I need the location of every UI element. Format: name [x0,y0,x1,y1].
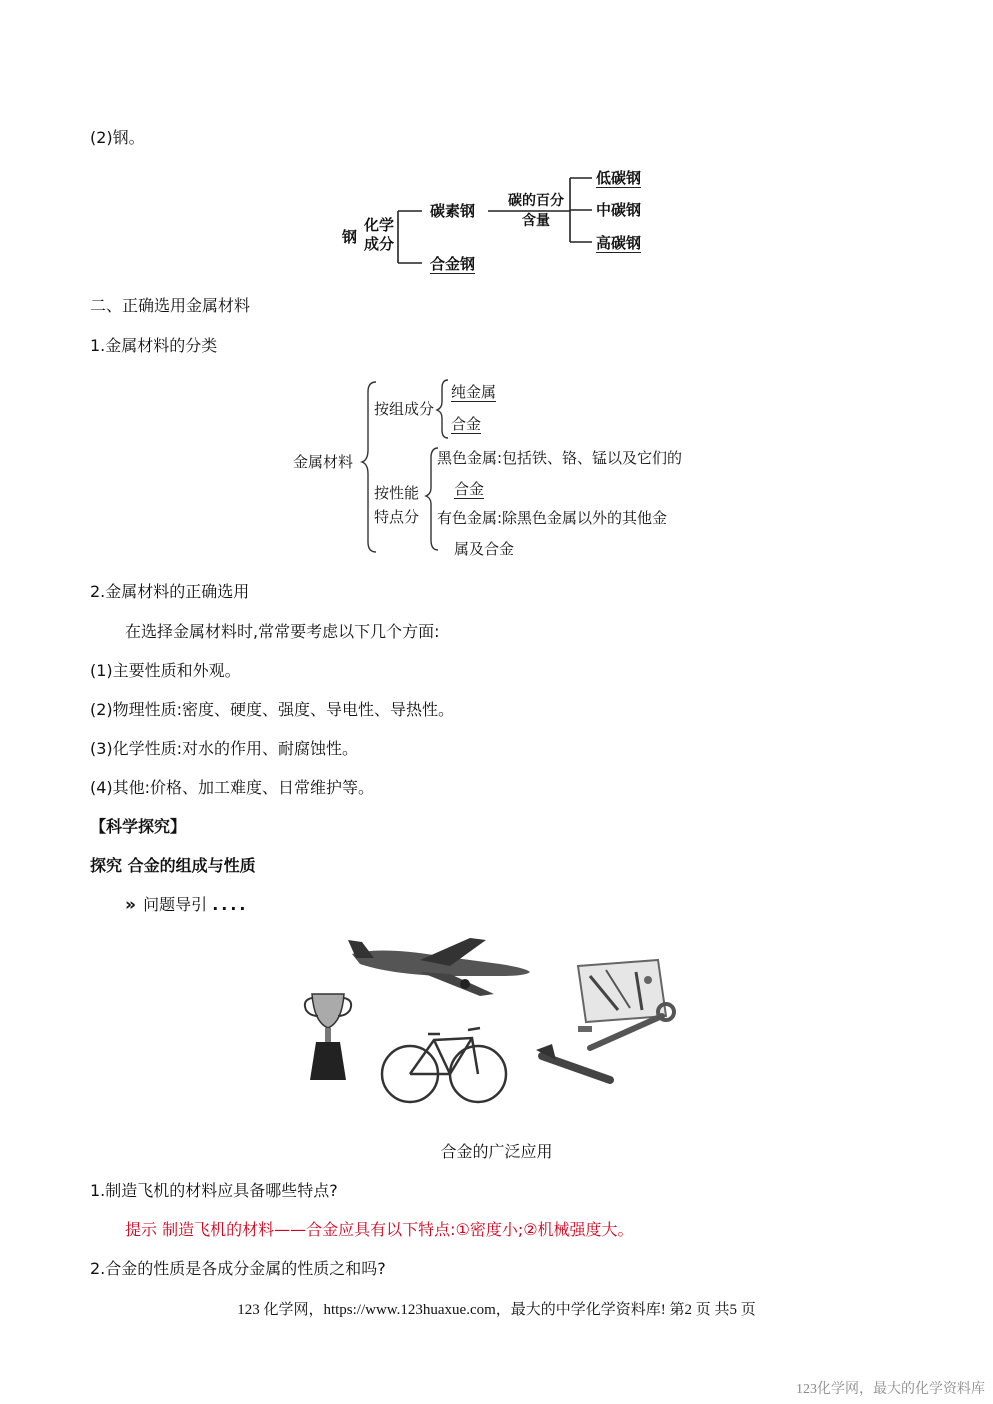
alloy: 合金 [451,415,482,433]
bicycle-icon [382,1028,506,1102]
metal-diagram [0,370,993,570]
watermark: 123化学网，最大的化学资料库 [796,1382,985,1397]
consideration-3: (3)化学性质:对水的作用、耐腐蚀性。 [90,739,359,758]
guide-row [125,895,249,917]
by-composition: 按组成分 [374,400,435,418]
hint-1: 提示 制造飞机的材料——合金应具有以下特点:①密度小;②机械强度大。 [125,1220,634,1239]
alloy-steel-label: 合金钢 [430,255,476,273]
steel-branch-by: 化学成分 [364,216,395,253]
explore-title: 探究 合金的组成与性质 [90,856,256,875]
steel-diagram [0,0,993,300]
ferrous-line1: 黑色金属:包括铁、铬、锰以及它们的 [437,449,683,467]
high-carbon-steel: 高碳钢 [596,234,642,252]
metal-root: 金属材料 [293,453,354,471]
mid-carbon-steel: 中碳钢 [596,201,642,219]
consideration-1: (1)主要性质和外观。 [90,661,241,680]
alloy-applications-illustration [290,930,690,1130]
alloy-applications-figure [290,930,690,1130]
item2-title: 2.金属材料的正确选用 [90,582,250,601]
question-2: 2.合金的性质是各成分金属的性质之和吗? [90,1259,386,1278]
page-footer: 123 化学网，https://www.123huaxue.com，最大的中学化学资料库! 第2 页 共5 页 [237,1302,756,1318]
intro-text: 在选择金属材料时,常常要考虑以下几个方面: [125,622,440,641]
steel-heading: (2)钢。 [90,128,145,147]
question-1: 1.制造飞机的材料应具备哪些特点? [90,1181,338,1200]
section2-title: 二、正确选用金属材料 [90,296,251,315]
by-property: 按性能特点分 [374,484,420,526]
steel-root: 钢 [342,228,358,246]
figure-caption: 合金的广泛应用 [440,1142,553,1161]
steel-diagram-lines [0,0,993,300]
consideration-2: (2)物理性质:密度、硬度、强度、导电性、导热性。 [90,700,455,719]
surgical-tray-icon [578,960,666,1022]
guide-label: 问题导引 [143,895,208,914]
consideration-4: (4)其他:价格、加工难度、日常维护等。 [90,778,375,797]
airplane-icon [348,938,530,996]
ferrous-line2: 合金 [454,480,485,498]
nonferrous-line1: 有色金属:除黑色金属以外的其他金 [437,509,668,527]
pure-metal: 纯金属 [451,383,497,401]
double-chevron-icon: » [125,895,132,915]
trophy-icon [305,994,351,1080]
science-label: 【科学探究】 [90,817,187,836]
dots-icon: .... [212,895,249,914]
nonferrous-line2: 属及合金 [454,540,515,558]
carbon-criterion: 碳的百分含量 [508,193,564,229]
item1-title: 1.金属材料的分类 [90,336,218,355]
low-carbon-steel: 低碳钢 [596,169,642,187]
carbon-steel-label: 碳素钢 [430,202,476,220]
